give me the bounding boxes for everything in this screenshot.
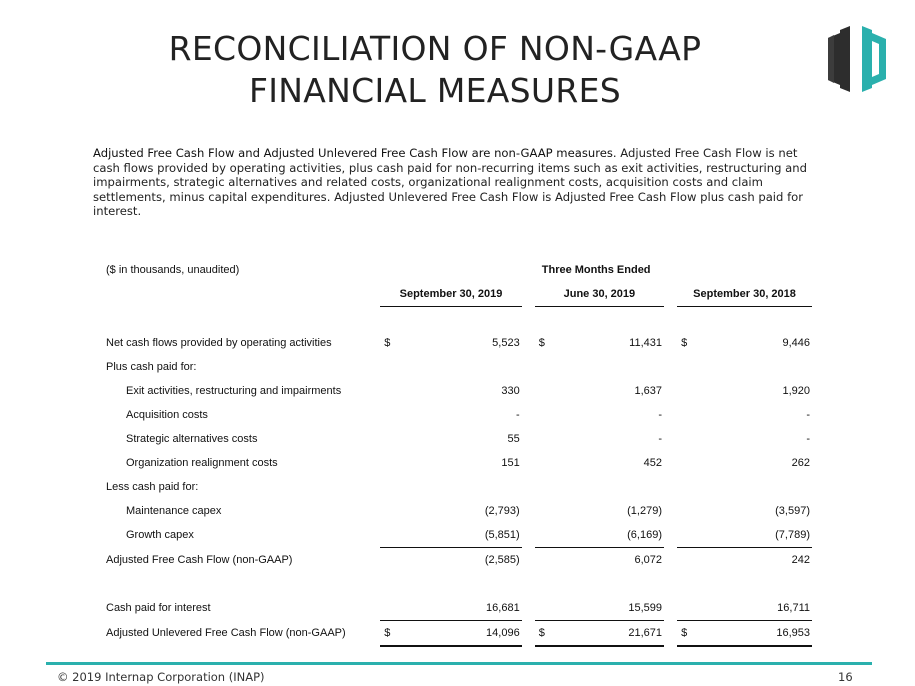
- table-row: Less cash paid for:: [106, 481, 199, 493]
- table-row: Plus cash paid for:: [106, 361, 197, 373]
- page-number: 16: [838, 670, 853, 684]
- table-row: Net cash flows provided by operating activities $ 5,523 $ 11,431 $ 9,446: [106, 337, 810, 349]
- table-row: Organization realignment costs 151 452 262: [126, 457, 810, 469]
- intro-paragraph: [93, 146, 818, 219]
- reconciliation-table: [100, 258, 812, 647]
- table-row: Strategic alternatives costs 55 - -: [126, 433, 810, 445]
- column-header-jun-2019: June 30, 2019: [535, 282, 664, 307]
- table-row-subtotal: Adjusted Free Cash Flow (non-GAAP) (2,585) 6,072 242: [100, 548, 812, 573]
- table-row: Exit activities, restructuring and impairments 330 1,637 1,920: [126, 385, 810, 397]
- column-header-sep-2018: September 30, 2018: [677, 282, 812, 307]
- table-header-row-period: [100, 258, 812, 282]
- footer-divider: [46, 662, 872, 665]
- table-row-total: Adjusted Unlevered Free Cash Flow (non-GAAP) $ 14,096 $ 21,671 $ 16,953: [100, 621, 812, 647]
- footer-copyright: © 2019 Internap Corporation (INAP): [57, 670, 265, 684]
- table-row: Acquisition costs - - -: [126, 409, 810, 421]
- units-note: ($ in thousands, unaudited): [106, 264, 240, 276]
- intro-lead-sentence: Adjusted Free Cash Flow and Adjusted Unlevered Free Cash Flow are non-GAAP measures.: [93, 146, 617, 160]
- column-header-sep-2019: September 30, 2019: [380, 282, 521, 307]
- table-row: Maintenance capex (2,793) (1,279) (3,597): [126, 505, 810, 517]
- table-header-row-dates: [100, 282, 812, 307]
- table-row: Growth capex (5,851) (6,169) (7,789): [126, 529, 810, 542]
- slide-title-line-1: RECONCILIATION OF NON-GAAP: [168, 29, 702, 68]
- intro-body-text: Adjusted Free Cash Flow is net cash flows provided by operating activities, plus cash paid for non-recurring items such as exit activities, restructuring and impairments, strategic alternatives and related costs, organizational realignment costs, acquisition costs and claim settlements, minus capital expenditures. Adjusted Unlevered Free Cash Flow is Adjusted Free Cash Flow plus cash paid for interest.: [93, 146, 807, 219]
- table-row: Cash paid for interest 16,681 15,599 16,711: [106, 602, 810, 615]
- inap-logo-icon: [820, 22, 894, 96]
- period-header: Three Months Ended: [541, 264, 651, 276]
- slide-title: [110, 28, 760, 112]
- slide-title-line-2: FINANCIAL MEASURES: [248, 71, 621, 110]
